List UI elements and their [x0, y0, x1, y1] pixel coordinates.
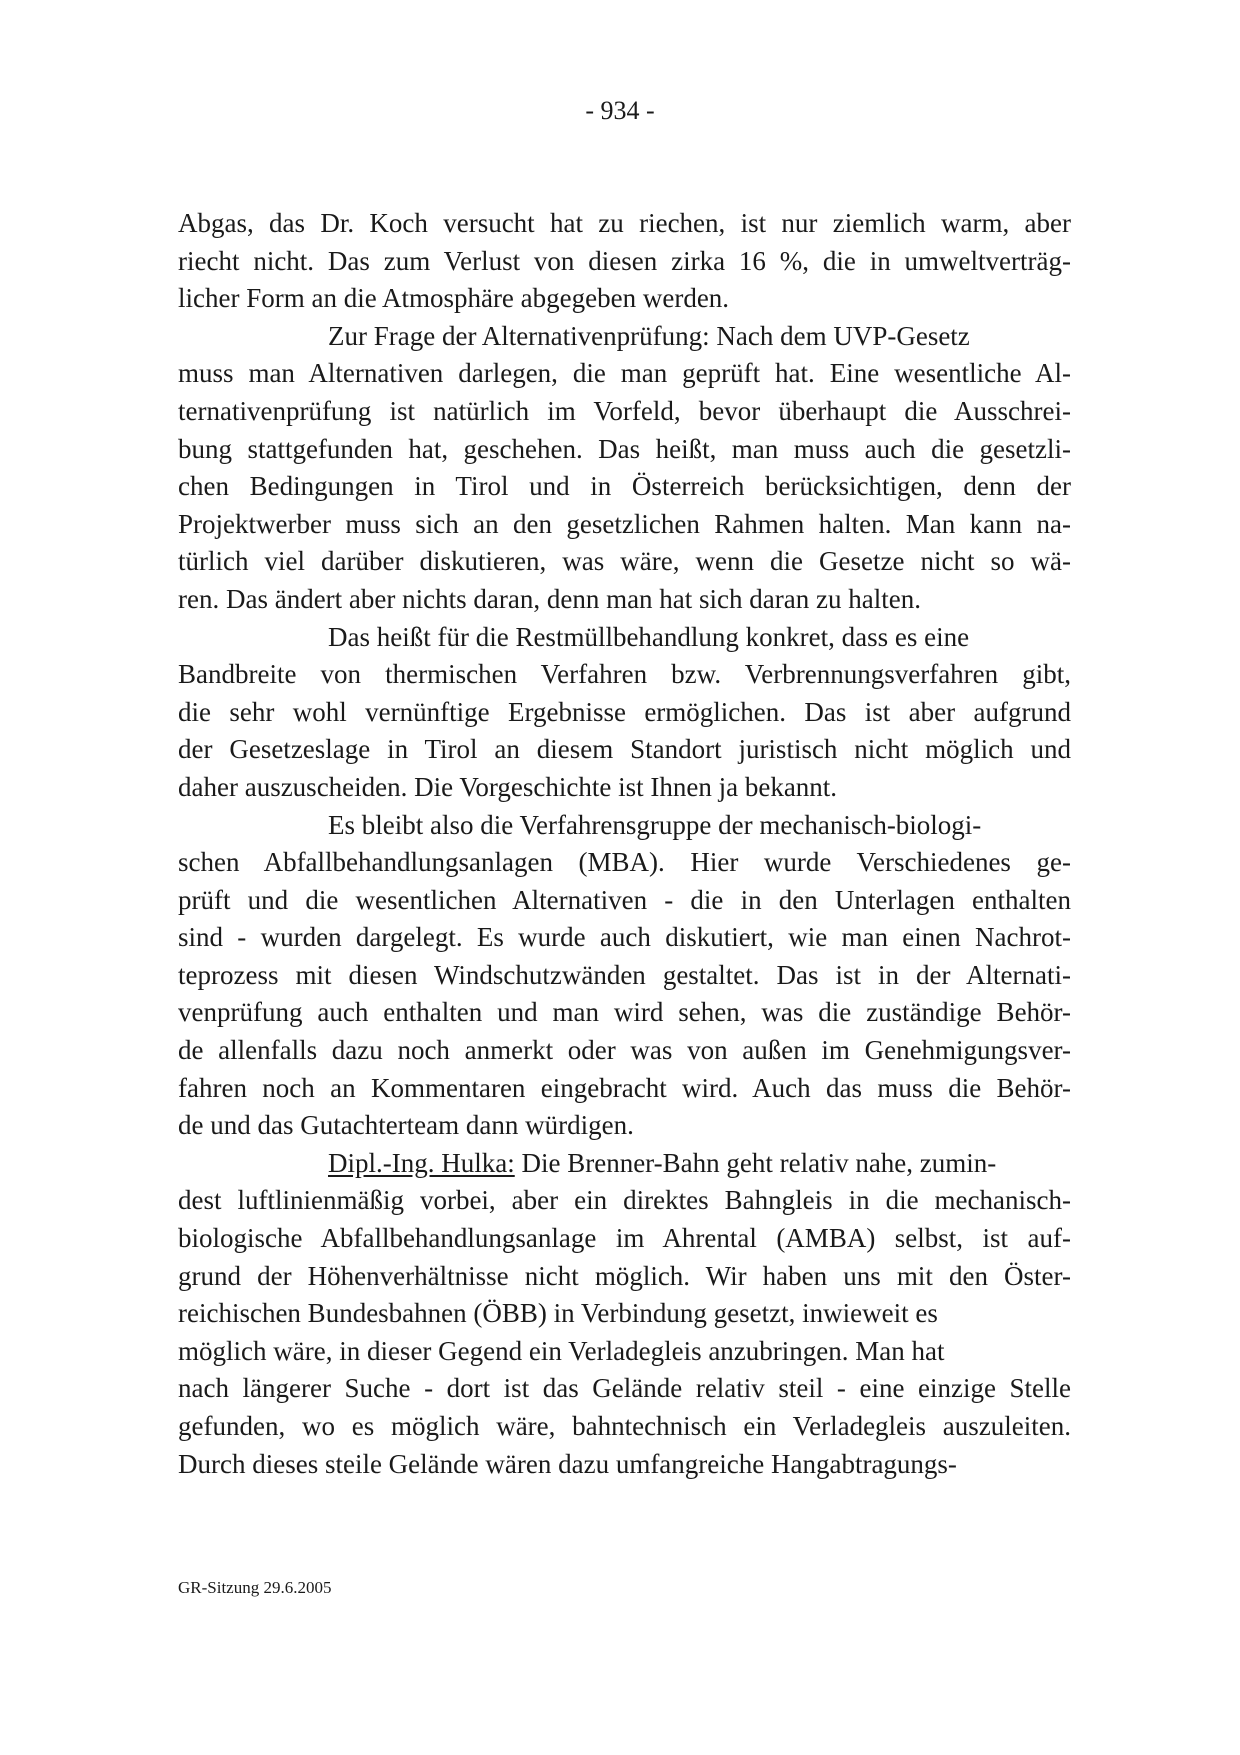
- text-line: Es bleibt also die Verfahrensgruppe der mechanisch-biologi-: [328, 809, 982, 840]
- text-line: de allenfalls dazu noch anmerkt oder was von außen im Genehmigungsver-: [178, 1035, 1071, 1066]
- text-line: gefunden, wo es möglich wäre, bahntechnisch ein Verladegleis auszuleiten.: [178, 1411, 1071, 1441]
- paragraph: [178, 807, 1071, 1145]
- text-line: der Gesetzeslage in Tirol an diesem Standort juristisch nicht möglich und: [178, 734, 1071, 765]
- text-line: fahren noch an Kommentaren eingebracht wird. Auch das muss die Behör-: [178, 1072, 1071, 1103]
- text-line: bung stattgefunden hat, geschehen. Das heißt, man muss auch die gesetzli-: [178, 433, 1071, 464]
- paragraph: [178, 205, 1071, 318]
- paragraph: [178, 318, 1071, 619]
- text-line: ternativenprüfung ist natürlich im Vorfeld, bevor überhaupt die Ausschrei-: [178, 395, 1071, 426]
- text-line: chen Bedingungen in Tirol und in Österreich berücksichtigen, denn der: [178, 471, 1071, 502]
- text-line: dest luftlinienmäßig vorbei, aber ein direktes Bahngleis in die mechanisch-: [178, 1185, 1071, 1216]
- speaker-name: Dipl.-Ing. Hulka:: [328, 1147, 515, 1178]
- text-line: nach längerer Suche - dort ist das Gelände relativ steil - eine einzige Stelle: [178, 1373, 1071, 1404]
- text-line: schen Abfallbehandlungsanlagen (MBA). Hier wurde Verschiedenes ge-: [178, 847, 1071, 878]
- text-line: Abgas, das Dr. Koch versucht hat zu riechen, ist nur ziemlich warm, aber: [178, 208, 1071, 238]
- text-line: [178, 1145, 1071, 1183]
- text-line: die sehr wohl vernünftige Ergebnisse ermöglichen. Das ist aber aufgrund: [178, 696, 1071, 727]
- text-line: Zur Frage der Alternativenprüfung: Nach dem UVP-Gesetz: [328, 320, 970, 351]
- text-line: prüft und die wesentlichen Alternativen - die in den Unterlagen enthalten: [178, 884, 1071, 915]
- text-line: Bandbreite von thermischen Verfahren bzw. Verbrennungsverfahren gibt,: [178, 659, 1071, 690]
- text-line: reichischen Bundesbahnen (ÖBB) in Verbindung gesetzt, inwieweit es: [178, 1298, 938, 1329]
- text-line: möglich wäre, in dieser Gegend ein Verladegleis anzubringen. Man hat: [178, 1335, 945, 1366]
- text-line: ren. Das ändert aber nichts daran, denn man hat sich daran zu halten.: [178, 583, 921, 614]
- text-line: de und das Gutachterteam dann würdigen.: [178, 1110, 634, 1141]
- text-line: Durch dieses steile Gelände wären dazu umfangreiche Hangabtragungs-: [178, 1448, 957, 1479]
- body-text: [178, 205, 1071, 1483]
- text-line: sind - wurden dargelegt. Es wurde auch diskutiert, wie man einen Nachrot-: [178, 922, 1071, 953]
- page-footer: GR-Sitzung 29.6.2005: [178, 1578, 332, 1597]
- page-number: - 934 -: [585, 96, 655, 125]
- text-line: licher Form an die Atmosphäre abgegeben werden.: [178, 283, 730, 314]
- text-line: venprüfung auch enthalten und man wird sehen, was die zuständige Behör-: [178, 997, 1071, 1028]
- text-line: biologische Abfallbehandlungsanlage im Ahrental (AMBA) selbst, ist auf-: [178, 1223, 1071, 1254]
- paragraph: [178, 1145, 1071, 1483]
- text-line: Projektwerber muss sich an den gesetzlichen Rahmen halten. Man kann na-: [178, 508, 1071, 539]
- speaker-text: Die Brenner-Bahn geht relativ nahe, zumin-: [514, 1147, 997, 1178]
- text-line: daher auszuscheiden. Die Vorgeschichte ist Ihnen ja bekannt.: [178, 771, 838, 802]
- paragraph: [178, 619, 1071, 807]
- text-line: riecht nicht. Das zum Verlust von diesen zirka 16 %, die in umweltverträg-: [178, 245, 1071, 276]
- text-line: grund der Höhenverhältnisse nicht möglich. Wir haben uns mit den Öster-: [178, 1260, 1071, 1291]
- text-line: muss man Alternativen darlegen, die man geprüft hat. Eine wesentliche Al-: [178, 358, 1071, 389]
- text-line: teprozess mit diesen Windschutzwänden gestaltet. Das ist in der Alternati-: [178, 959, 1071, 990]
- text-line: türlich viel darüber diskutieren, was wäre, wenn die Gesetze nicht so wä-: [178, 546, 1071, 577]
- text-line: Das heißt für die Restmüllbehandlung konkret, dass es eine: [328, 621, 970, 652]
